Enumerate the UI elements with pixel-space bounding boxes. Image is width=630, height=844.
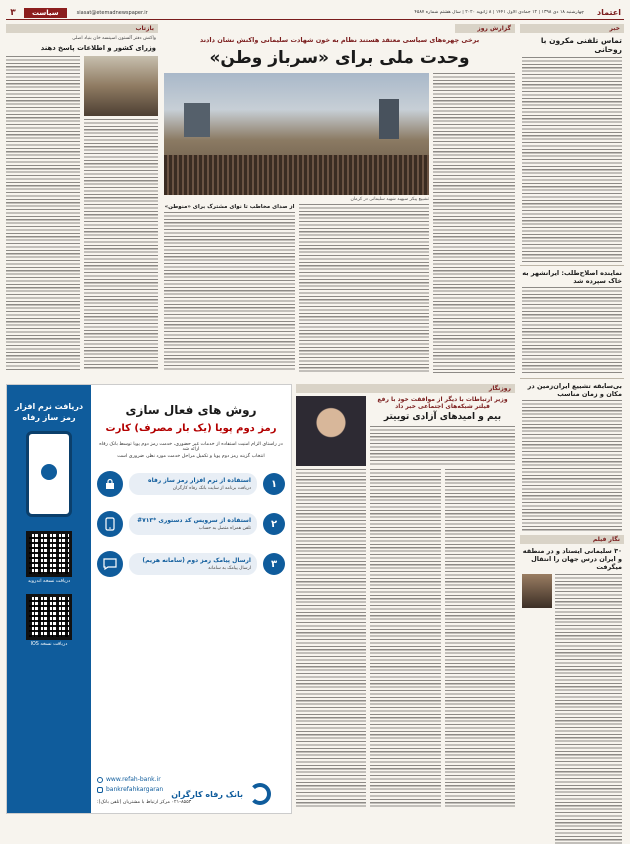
ad-notice: انتخاب گزینه رمز دوم پویا و تکمیل مراحل خدمت مورد نظر، ضروری است: [117, 454, 265, 459]
step-number: ۱: [263, 473, 285, 495]
feature-photo: [164, 73, 429, 195]
story-body: [522, 400, 622, 532]
qr-label: دریافت نسخه اندروید: [27, 579, 71, 584]
step-subtext: تلفن همراه متصل به حساب: [198, 526, 251, 531]
page-number: ۳: [10, 7, 16, 18]
story-body: [522, 287, 622, 375]
crowd-silhouette: [164, 155, 429, 195]
ad-social[interactable]: [97, 786, 163, 793]
feature-kicker: برخی چهره‌های سیاسی معتقد هستند نظام به خون شهادت سلیمانی واکنش نشان دادند: [199, 36, 480, 44]
story-headline: بی‌سابقه تشییع ایران‌زمین در مکان و زمان مناسب: [527, 382, 622, 398]
article-body: [370, 469, 440, 809]
masthead: [6, 6, 624, 20]
ad-website[interactable]: [97, 776, 161, 783]
story-body: [6, 56, 80, 370]
article-kicker: وزیر ارتباطات با دیگر از موافقت خود با رفع فیلتر شبکه‌های اجتماعی خبر داد: [377, 396, 508, 410]
lock-icon: [97, 471, 123, 497]
ad-notice: در راستای الزام امنیت استفاده از خدمات غیر حضوری، خدمت رمز دوم پویا توسط بانک رفاه ارائه شد: [99, 442, 283, 452]
step-subtext: دریافت برنامه از سایت بانک رفاه کارگران: [172, 486, 251, 491]
social-handle[interactable]: bankrefahkargaran: [106, 786, 164, 793]
step-number: ۳: [263, 553, 285, 575]
center-feature: [164, 24, 515, 378]
article-headline: بیم و امیدهای آزادی توییتر: [383, 412, 502, 422]
step-text: استفاده از سرویس کد دستوری *۷۱۳#: [137, 517, 251, 524]
phone-mockup: [26, 431, 72, 517]
ad-main: [91, 385, 291, 813]
portrait-photo: [522, 574, 552, 608]
minister-photo: [296, 396, 366, 466]
qr-code-icon[interactable]: [26, 531, 72, 577]
bank-logo-mark: [249, 783, 271, 805]
section-label: گزارش روز: [455, 24, 515, 33]
phone-icon: [97, 511, 123, 537]
meeting-photo: [84, 56, 158, 116]
section-label: خبر: [520, 24, 624, 33]
refah-bank-ad[interactable]: [6, 384, 292, 814]
banner: [379, 99, 399, 139]
step-item: [97, 471, 285, 497]
feature-body: [433, 73, 515, 373]
article-body: [296, 469, 366, 809]
qr-code-icon[interactable]: [26, 594, 72, 640]
section-label: بازتاب: [6, 24, 158, 33]
section-label: نگار فیلم: [520, 535, 624, 544]
app-title: دریافت نرم افزار رمز ساز رفاه: [14, 402, 84, 422]
step-item: [97, 511, 285, 537]
ad-side-panel: [7, 385, 91, 813]
story-body: [522, 57, 622, 262]
step-text: ارسال پیامک رمز دوم (سامانه هریم): [142, 557, 251, 564]
lower-center-article: [296, 384, 515, 814]
ad-title: روش های فعال سازی: [125, 403, 257, 417]
intro-text: واکنش دفتر آلستون اسپنسه خان بنیاد اصلی: [72, 36, 156, 41]
instagram-icon: [97, 787, 103, 793]
photo-caption: تشییع پیکر سپهبد شهید سلیمانی در کرمان: [350, 197, 429, 202]
section-label: روزنگار: [296, 384, 515, 393]
globe-icon: [97, 777, 103, 783]
step-number: ۲: [263, 513, 285, 535]
story-headline: نماینده اصلاح‌طلب: ایرانشهر به خاک سپرده شد: [522, 269, 622, 285]
step-text: استفاده از نرم افزار رمز ساز رفاه: [148, 477, 251, 484]
lock-icon: [41, 464, 57, 480]
section-email[interactable]: siasat@etemadnewspaper.ir: [76, 9, 148, 16]
story-headline: تماس تلفنی مکرون با روحانی: [540, 36, 622, 54]
story-headline: ۳۰ سلیمانی ایستاد و در منطقه و ایران درس جهان را انتقال میگرفت: [522, 547, 622, 571]
sms-icon: [97, 551, 123, 577]
ad-subtitle: رمز دوم پویا (یک بار مصرف) کارت: [105, 423, 277, 434]
story-body: [84, 119, 158, 369]
feature-headline: وحدت ملی برای «سرباز وطن»: [209, 48, 470, 68]
right-column: [520, 24, 624, 814]
article-body: [445, 469, 515, 809]
story-headline: وزرای کشور و اطلاعات پاسخ دهند: [40, 44, 156, 52]
website-link[interactable]: www.refah-bank.ir: [106, 776, 161, 783]
feature-body: [299, 204, 430, 374]
ad-phone: ۰۲۱-۸۵۵۳ مرکز ارتباط با مشتریان (تلفن بانک):: [97, 800, 192, 805]
feature-body: [164, 212, 295, 370]
section-title: سیاست: [24, 8, 67, 18]
feature-subhead: از صدای مخاطب تا نوای مشترک برای «منوطن»: [164, 204, 295, 210]
banner: [184, 103, 210, 137]
left-column: [6, 24, 158, 378]
step-subtext: ارسال پیامک به سامانه: [208, 566, 251, 571]
step-item: [97, 551, 285, 577]
newspaper-logo: اعتماد: [597, 8, 621, 17]
qr-label: دریافت نسخه IOS: [30, 642, 68, 647]
bank-name: بانک رفاه کارگران: [171, 789, 243, 799]
step-list: [91, 471, 291, 577]
article-body: [370, 426, 515, 466]
story-body: [555, 574, 622, 844]
dateline: چهارشنبه ۱۸ دی ۱۳۹۸ | ۱۲ جمادی الاول ۱۴۴۱ | ۸ ژانویه ۲۰۲۰ | سال هشتم شماره ۴۵۸۷: [414, 10, 584, 15]
